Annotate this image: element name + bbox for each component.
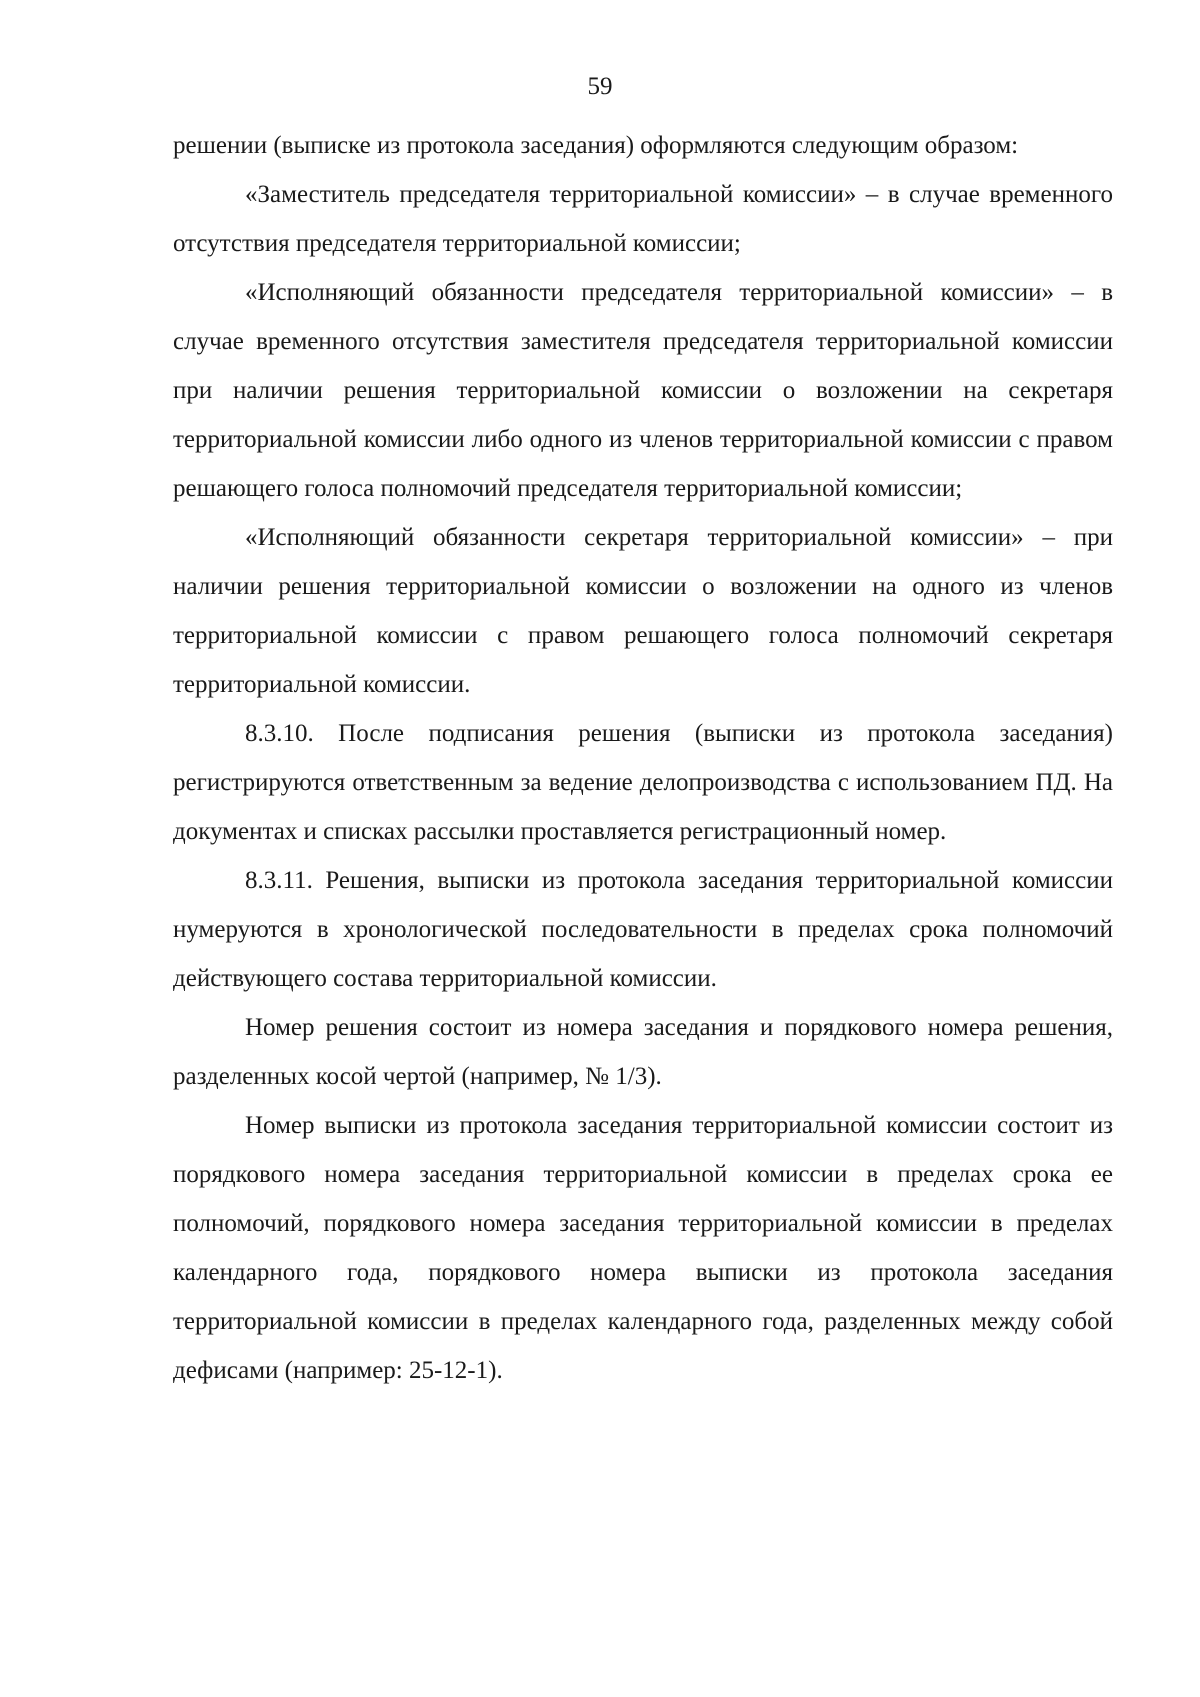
paragraph-decision-number: Номер решения состоит из номера заседания и порядкового номера решения, разделенных косой чертой (например, № 1/3).	[173, 1014, 1113, 1090]
paragraph-acting-secretary-title: «Исполняющий обязанности секретаря территориальной комиссии» – при наличии решения территориальной комиссии о возложении на одного из членов территориальной комиссии с правом решающего голоса полномочий секретаря территориальной комиссии.	[173, 524, 1113, 698]
paragraph-continuation: решении (выписке из протокола заседания) оформляются следующим образом:	[173, 132, 1019, 159]
document-body	[173, 121, 1113, 1395]
paragraph-extract-number: Номер выписки из протокола заседания территориальной комиссии состоит из порядкового номера заседания территориальной комиссии в пределах срока ее полномочий, порядкового номера заседания территориальной комиссии в пределах календарного года, порядкового номера выписки из протокола заседания территориальной комиссии в пределах календарного года, разделенных между собой дефисами (например: 25-12-1).	[173, 1112, 1113, 1384]
page-number: 59	[587, 73, 613, 100]
paragraph-deputy-chair-title: «Заместитель председателя территориальной комиссии» – в случае временного отсутствия председателя территориальной комиссии;	[173, 181, 1113, 257]
paragraph-acting-chair-title: «Исполняющий обязанности председателя территориальной комиссии» – в случае временного отсутствия заместителя председателя территориальной комиссии при наличии решения территориальной комиссии о возложении на секретаря территориальной комиссии либо одного из членов территориальной комиссии с правом решающего голоса полномочий председателя территориальной комиссии;	[173, 279, 1113, 502]
paragraph-8-3-11: 8.3.11. Решения, выписки из протокола заседания территориальной комиссии нумеруются в хронологической последовательности в пределах срока полномочий действующего состава территориальной комиссии.	[173, 867, 1113, 992]
paragraph-8-3-10: 8.3.10. После подписания решения (выписки из протокола заседания) регистрируются ответственным за ведение делопроизводства с использованием ПД. На документах и списках рассылки проставляется регистрационный номер.	[173, 720, 1113, 845]
